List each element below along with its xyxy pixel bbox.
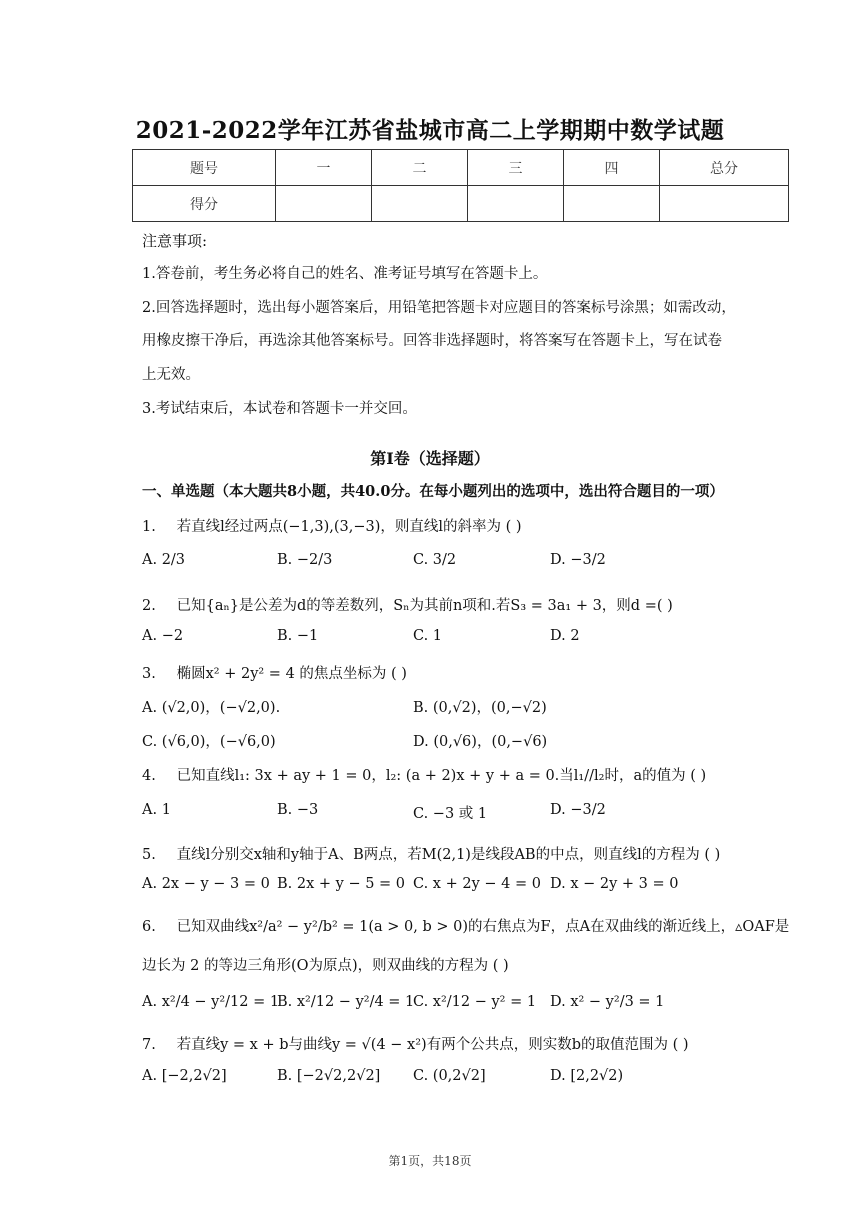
question-3 (142, 662, 407, 683)
question-number: 4. (142, 768, 156, 784)
option-d: D. [2,2√2) (550, 1068, 624, 1084)
notes-heading: 注意事项: (142, 232, 208, 250)
section-title: 第I卷（选择题） (370, 449, 490, 468)
question-number: 2. (142, 598, 156, 614)
question-text: 若直线l经过两点(−1,3),(3,−3)，则直线l的斜率为 ( ) (176, 519, 522, 535)
score-cell (564, 186, 660, 222)
question-text: 椭圆x² + 2y² = 4 的焦点坐标为 ( ) (176, 666, 407, 682)
score-header-cell: 四 (564, 150, 660, 186)
question-number: 6. (142, 919, 156, 935)
score-header-cell: 题号 (133, 150, 276, 186)
option-b: B. (0,√2)，(0,−√2) (413, 700, 547, 716)
option-c: C. x + 2y − 4 = 0 (413, 876, 541, 892)
question-number: 5. (142, 847, 156, 863)
option-d: D. 2 (550, 628, 580, 644)
option-c: C. (√6,0)，(−√6,0) (142, 734, 276, 750)
question-number: 1. (142, 519, 156, 535)
option-b: B. −2/3 (277, 552, 333, 568)
question-number: 3. (142, 666, 156, 682)
option-c: C. 3/2 (413, 552, 457, 568)
option-a: A. 1 (142, 802, 171, 818)
option-b: B. −1 (277, 628, 319, 644)
question-text: 若直线y = x + b与曲线y = √(4 − x²)有两个公共点，则实数b的取值范围为 ( ) (176, 1037, 689, 1053)
question-7 (142, 1033, 689, 1054)
option-c: C. x²/12 − y² = 1 (413, 994, 537, 1010)
question-number: 7. (142, 1037, 156, 1053)
score-cell (660, 186, 789, 222)
option-c: C. −3 或 1 (413, 806, 488, 822)
score-cell (468, 186, 564, 222)
option-a: A. 2x − y − 3 = 0 (142, 876, 270, 892)
note-line: 用橡皮擦干净后，再选涂其他答案标号。回答非选择题时，将答案写在答题卡上，写在试卷 (142, 333, 722, 349)
score-header-cell: 二 (372, 150, 468, 186)
question-text: 直线l分别交x轴和y轴于A、B两点，若M(2,1)是线段AB的中点，则直线l的方程为 ( ) (176, 847, 721, 863)
question-5 (142, 843, 720, 864)
score-header-cell: 一 (276, 150, 372, 186)
option-b: B. x²/12 − y²/4 = 1 (277, 994, 415, 1010)
option-a: A. x²/4 − y²/12 = 1 (142, 994, 280, 1010)
option-d: D. −3/2 (550, 802, 606, 818)
score-cell (276, 186, 372, 222)
option-a: A. (√2,0)，(−√2,0). (142, 700, 281, 716)
exam-title: 2021-2022学年江苏省盐城市高二上学期期中数学试题 (135, 117, 725, 144)
question-1 (142, 515, 522, 536)
option-b: B. −3 (277, 802, 319, 818)
note-line: 2.回答选择题时，选出每小题答案后，用铅笔把答题卡对应题目的答案标号涂黑；如需改动， (142, 300, 736, 316)
part-title: 一、单选题（本大题共8小题，共40.0分。在每小题列出的选项中，选出符合题目的一项） (142, 483, 724, 500)
question-text: 已知{aₙ}是公差为d的等差数列，Sₙ为其前n项和.若S₃ = 3a₁ + 3，则d =( ) (176, 598, 673, 614)
score-table (132, 149, 789, 222)
score-row-label: 得分 (133, 186, 276, 222)
score-cell (372, 186, 468, 222)
question-text: 已知双曲线x²/a² − y²/b² = 1(a > 0, b > 0)的右焦点为F，点A在双曲线的渐近线上，▵OAF是 (176, 919, 790, 935)
option-a: A. [−2,2√2] (142, 1068, 227, 1084)
option-b: B. 2x + y − 5 = 0 (277, 876, 406, 892)
page-footer: 第1页，共18页 (388, 1154, 472, 1168)
option-d: D. x − 2y + 3 = 0 (550, 876, 679, 892)
question-6-continued: 边长为 2 的等边三角形(O为原点)，则双曲线的方程为 ( ) (142, 958, 509, 974)
option-d: D. x² − y²/3 = 1 (550, 994, 665, 1010)
score-table-score-row (133, 186, 789, 222)
note-line: 1.答卷前，考生务必将自己的姓名、准考证号填写在答题卡上。 (142, 266, 548, 282)
option-c: C. 1 (413, 628, 443, 644)
question-text: 已知直线l₁: 3x + ay + 1 = 0，l₂: (a + 2)x + y + a = 0.当l₁//l₂时，a的值为 ( ) (176, 768, 707, 784)
option-d: D. (0,√6)，(0,−√6) (413, 734, 548, 750)
option-c: C. (0,2√2] (413, 1068, 486, 1084)
option-a: A. 2/3 (142, 552, 186, 568)
question-2 (142, 594, 673, 615)
question-4 (142, 764, 706, 785)
option-a: A. −2 (142, 628, 184, 644)
score-table-header-row (133, 150, 789, 186)
option-b: B. [−2√2,2√2] (277, 1068, 381, 1084)
score-header-cell: 三 (468, 150, 564, 186)
score-header-cell: 总分 (660, 150, 789, 186)
note-line: 3.考试结束后，本试卷和答题卡一并交回。 (142, 401, 417, 417)
question-6 (142, 915, 789, 936)
option-d: D. −3/2 (550, 552, 606, 568)
note-line: 上无效。 (142, 367, 200, 383)
